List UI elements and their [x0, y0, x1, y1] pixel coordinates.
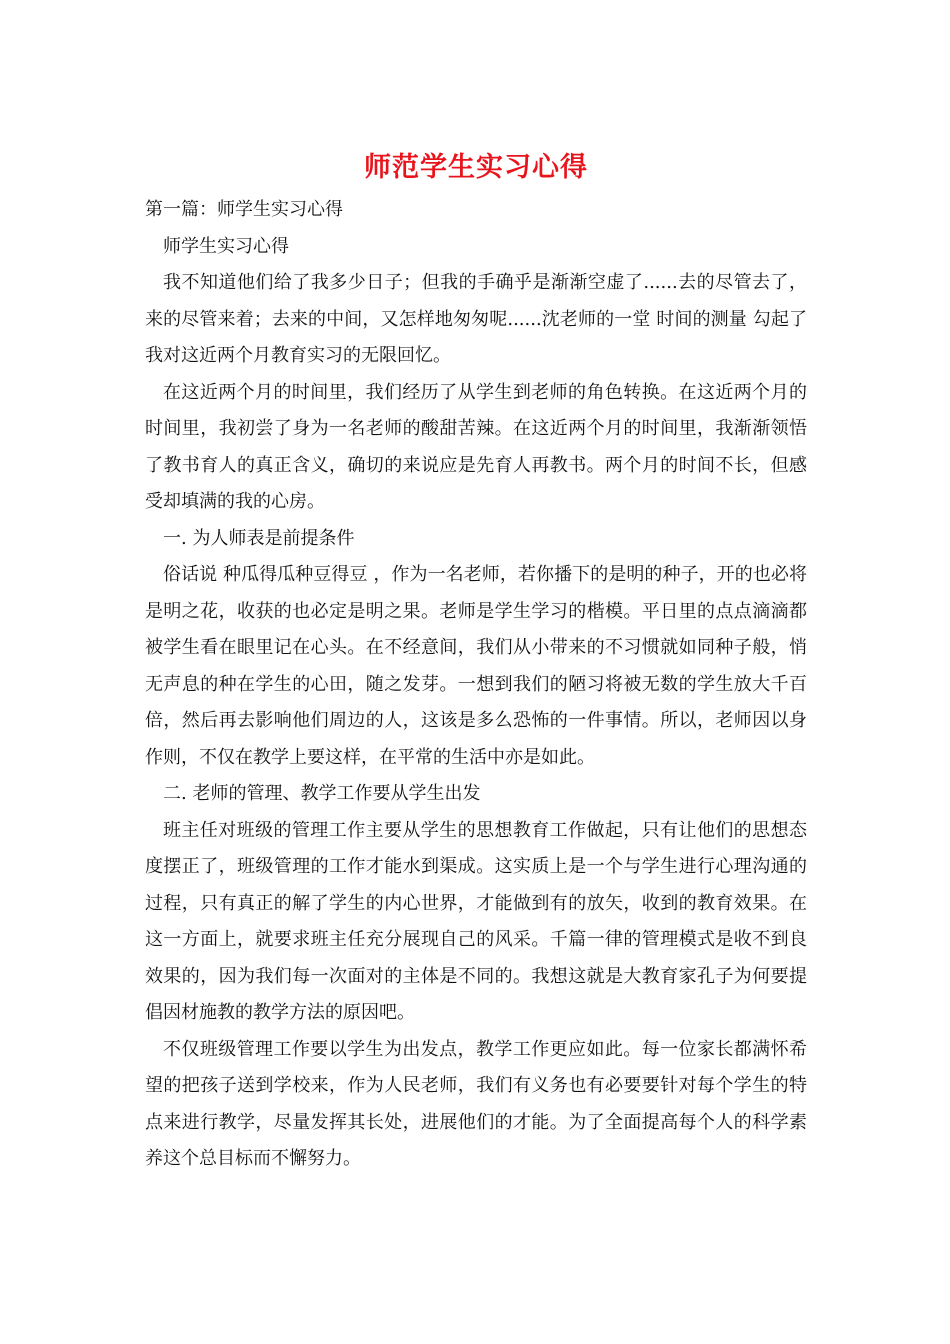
paragraph-role-model: 俗话说 种瓜得瓜种豆得豆 ，作为一名老师，若你播下的是明的种子，开的也必将是明之花，收获的也必定是明之果。老师是学生学习的楷模。平日里的点点滴滴都被学生看在眼里记在心头。在不经意间，我们从小带来的不习惯就如同种子般，悄无声息的种在学生的心田，随之发芽。一想到我们的陋习将被无数的学生放大千百倍，然后再去影响他们周边的人，这该是多么恐怖的一件事情。所以，老师因以身作则，不仅在教学上要这样，在平常的生活中亦是如此。	[145, 564, 807, 768]
paragraph-role-change: 在这近两个月的时间里，我们经历了从学生到老师的角色转换。在这近两个月的时间里，我初尝了身为一名老师的酸甜苦辣。在这近两个月的时间里，我渐渐领悟了教书育人的真正含义，确切的来说应是先育人再教书。两个月的时间不长，但感受却填满的我的心房。	[145, 381, 807, 512]
paragraph-teaching: 不仅班级管理工作要以学生为出发点，教学工作更应如此。每一位家长都满怀希望的把孩子送到学校来，作为人民老师，我们有义务也有必要要针对每个学生的特点来进行教学，尽量发挥其长处，进展他们的才能。为了全面提高每个人的科学素养这个总目标而不懈努力。	[145, 1038, 807, 1169]
document-title: 师范学生实习心得	[364, 152, 588, 183]
heading-role-model: 一. 为人师表是前提条件	[163, 527, 355, 549]
paragraph-intro: 我不知道他们给了我多少日子；但我的手确乎是渐渐空虚了......去的尽管去了，来的尽管来着；去来的中间，又怎样地匆匆呢......沈老师的一堂 时间的测量 勾起了我对这近两个月教育实习的无限回忆。	[145, 272, 807, 366]
document-subtitle: 师学生实习心得	[163, 235, 289, 257]
section-label: 第一篇：师学生实习心得	[145, 199, 343, 220]
heading-student-centered: 二. 老师的管理、教学工作要从学生出发	[163, 783, 481, 804]
paragraph-class-management: 班主任对班级的管理工作主要从学生的思想教育工作做起，只有让他们的思想态度摆正了，班级管理的工作才能水到渠成。这实质上是一个与学生进行心理沟通的过程，只有真正的解了学生的内心世界，才能做到有的放矢，收到的教育效果。在这一方面上，就要求班主任充分展现自己的风采。千篇一律的管理模式是收不到良效果的，因为我们每一次面对的主体是不同的。我想这就是大教育家孔子为何要提倡因材施教的教学方法的原因吧。	[145, 819, 807, 1023]
document-page	[145, 148, 807, 1178]
